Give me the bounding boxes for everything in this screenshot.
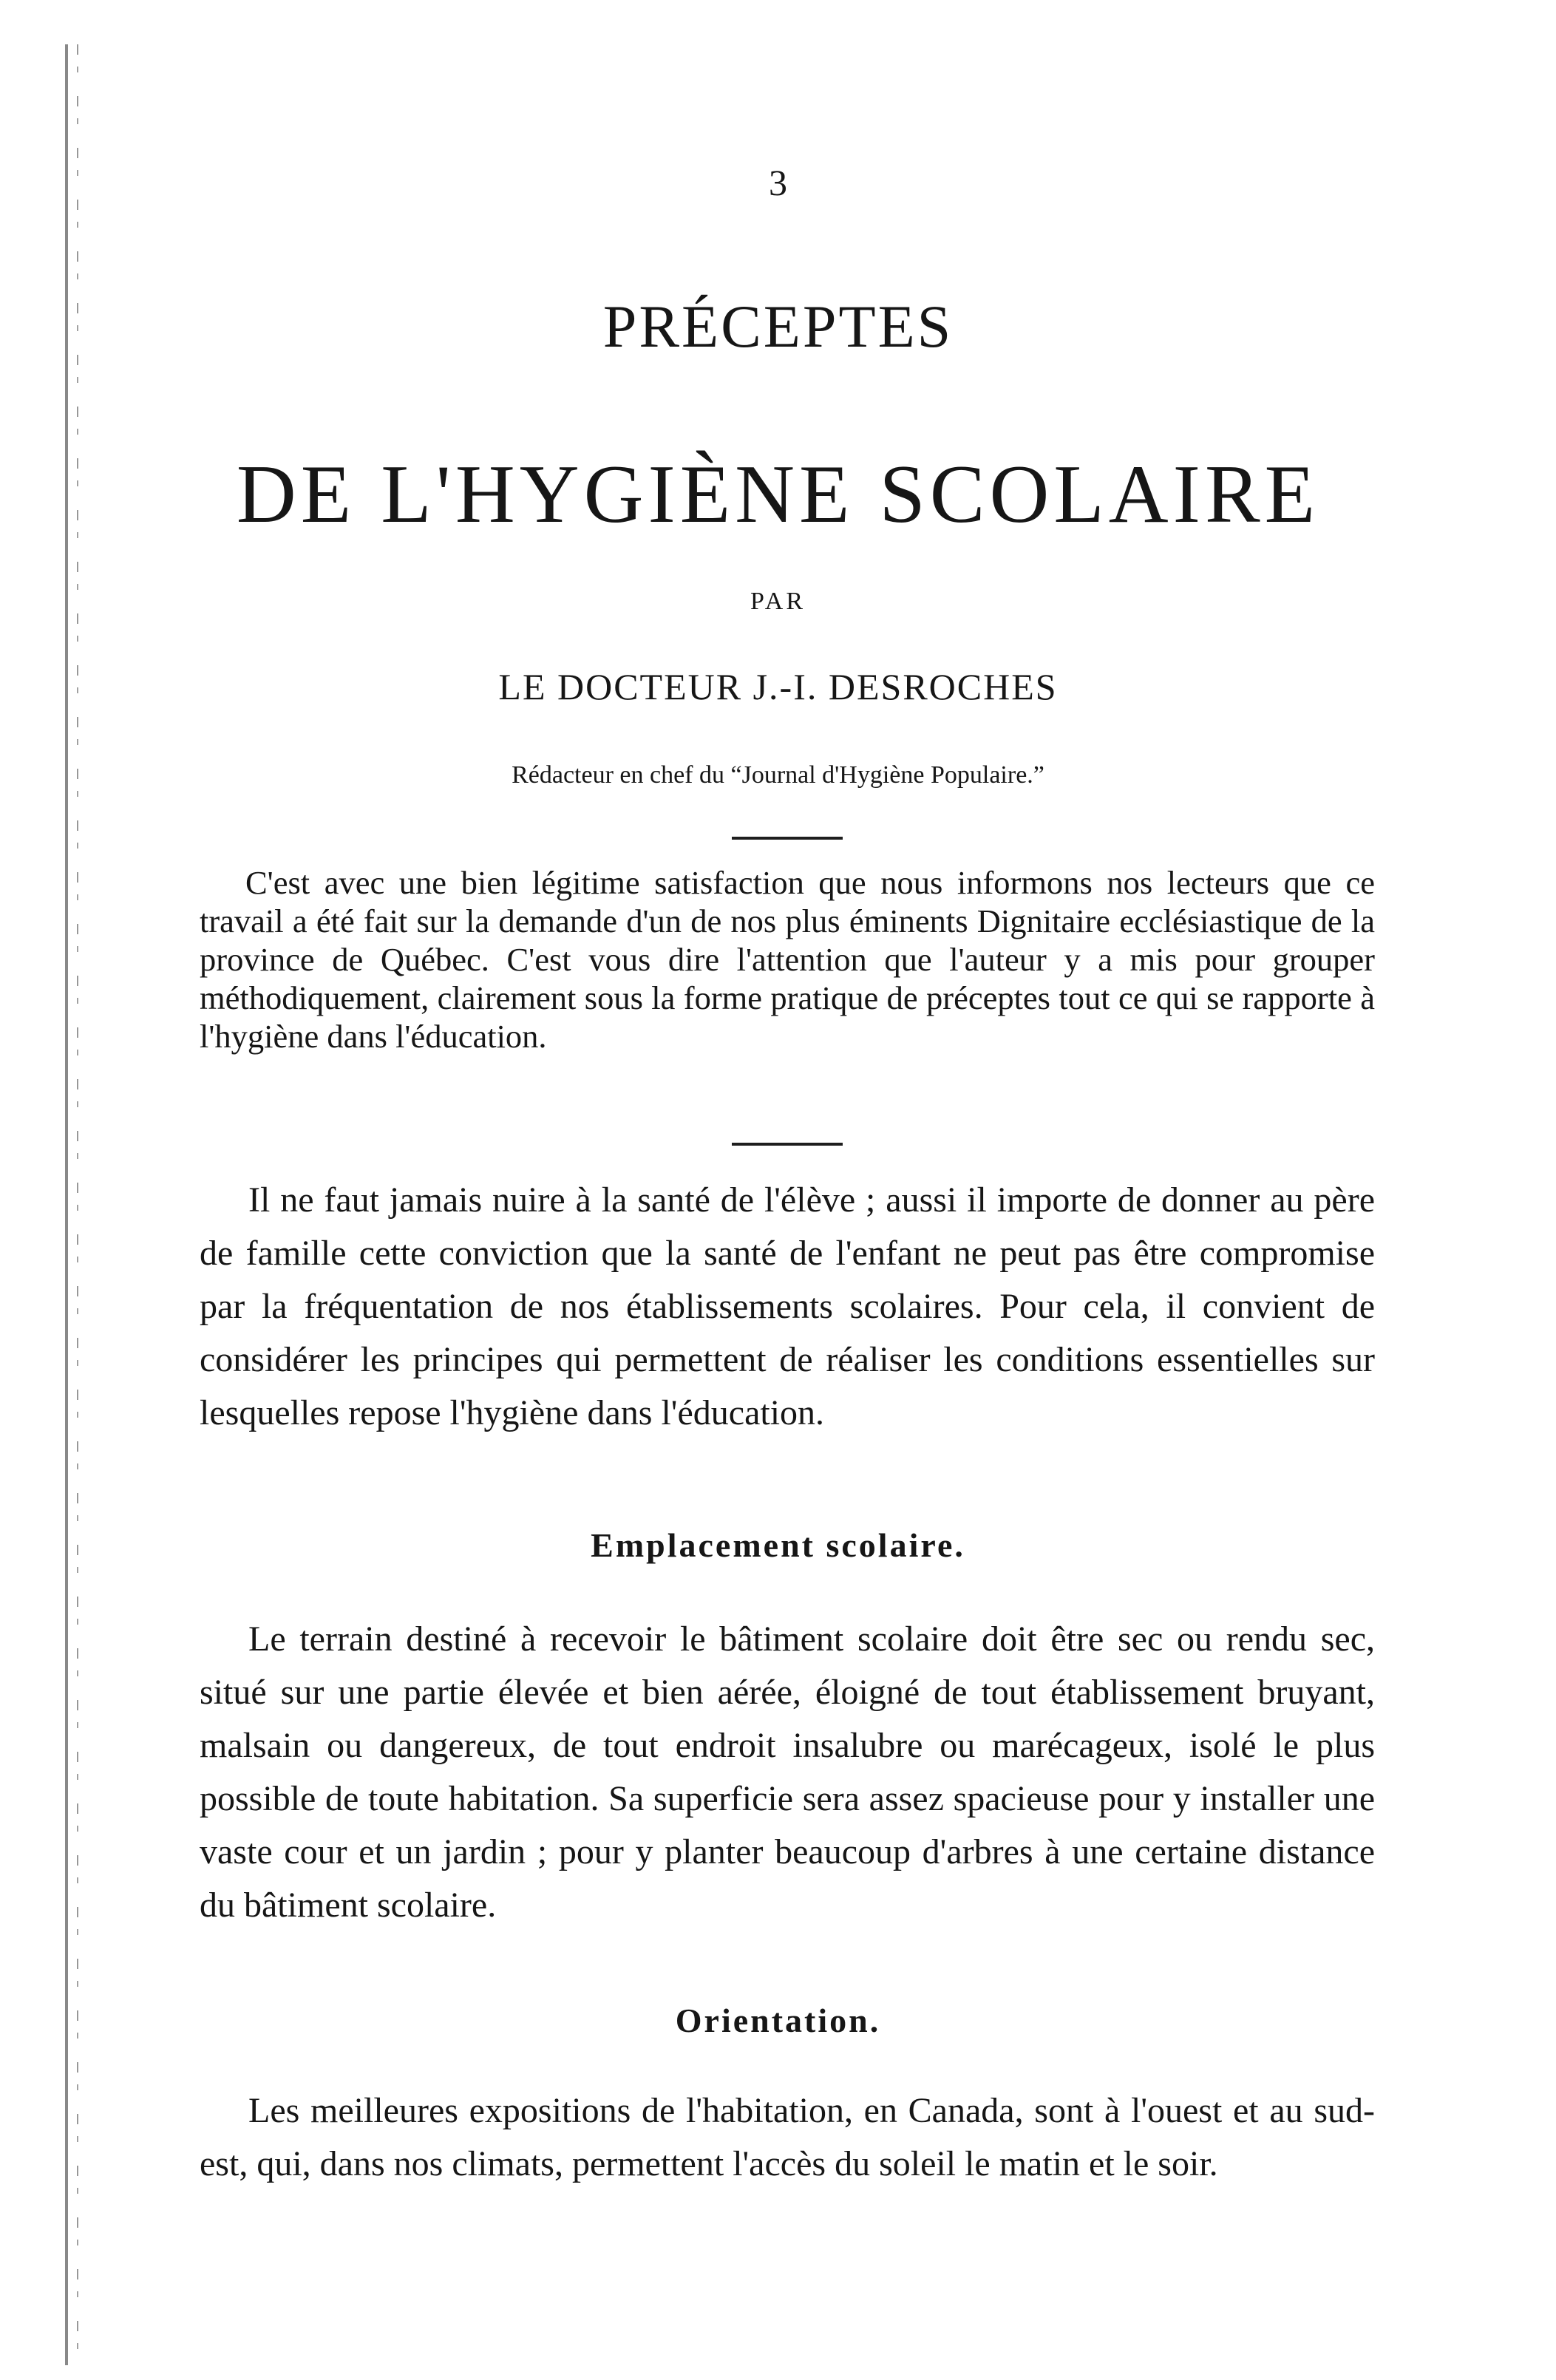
divider-rule — [732, 837, 843, 840]
byline-par: PAR — [750, 588, 806, 615]
editor-note: C'est avec une bien légitime satisfaction que nous informons nos lecteurs que ce travail a été fait sur la demande d'un de nos plus éminents Dignitaire ecclésiastique de la province de Québec. C'est vous dire l'attention que l'auteur y a mis pour grouper méthodiquement, clairement sous la forme pratique de préceptes tout ce qui se rapporte à l'hygiène dans l'éducation. — [200, 864, 1375, 1055]
title-line-2: DE L'HYGIÈNE SCOLAIRE — [236, 449, 1320, 540]
author-name: LE DOCTEUR J.-I. DESROCHES — [498, 666, 1058, 707]
title-line-1: PRÉCEPTES — [602, 293, 954, 360]
divider-rule — [732, 1143, 843, 1146]
section-paragraph-orientation: Les meilleures expositions de l'habitation, en Canada, sont à l'ouest et au sud-est, qui, dans nos climats, permettent l'accès du soleil le matin et le soir. — [200, 2091, 1375, 2183]
section-paragraph-emplacement: Le terrain destiné à recevoir le bâtiment scolaire doit être sec ou rendu sec, situé sur une partie élevée et bien aérée, éloigné de tout établissement bruyant, malsain ou dangereux, de tout endroit insalubre ou marécageux, isolé le plus possible de toute habitation. Sa superficie sera assez spacieuse pour y installer une vaste cour et un jardin ; pour y planter beaucoup d'arbres à une certaine distance du bâtiment scolaire. — [200, 1619, 1375, 1925]
section-heading-emplacement: Emplacement scolaire. — [591, 1526, 965, 1564]
author-position: Rédacteur en chef du “Journal d'Hygiène Populaire.” — [512, 761, 1044, 789]
intro-paragraph: Il ne faut jamais nuire à la santé de l'élève ; aussi il importe de donner au père de famille cette conviction que la santé de l'enfant ne peut pas être compromise par la fréquentation de nos établissements scolaires. Pour cela, il convient de considérer les principes qui permettent de réaliser les conditions essentielles sur lesquelles repose l'hygiène dans l'éducation. — [200, 1180, 1375, 1432]
page-number: 3 — [769, 162, 787, 203]
section-heading-orientation: Orientation. — [675, 2002, 881, 2039]
